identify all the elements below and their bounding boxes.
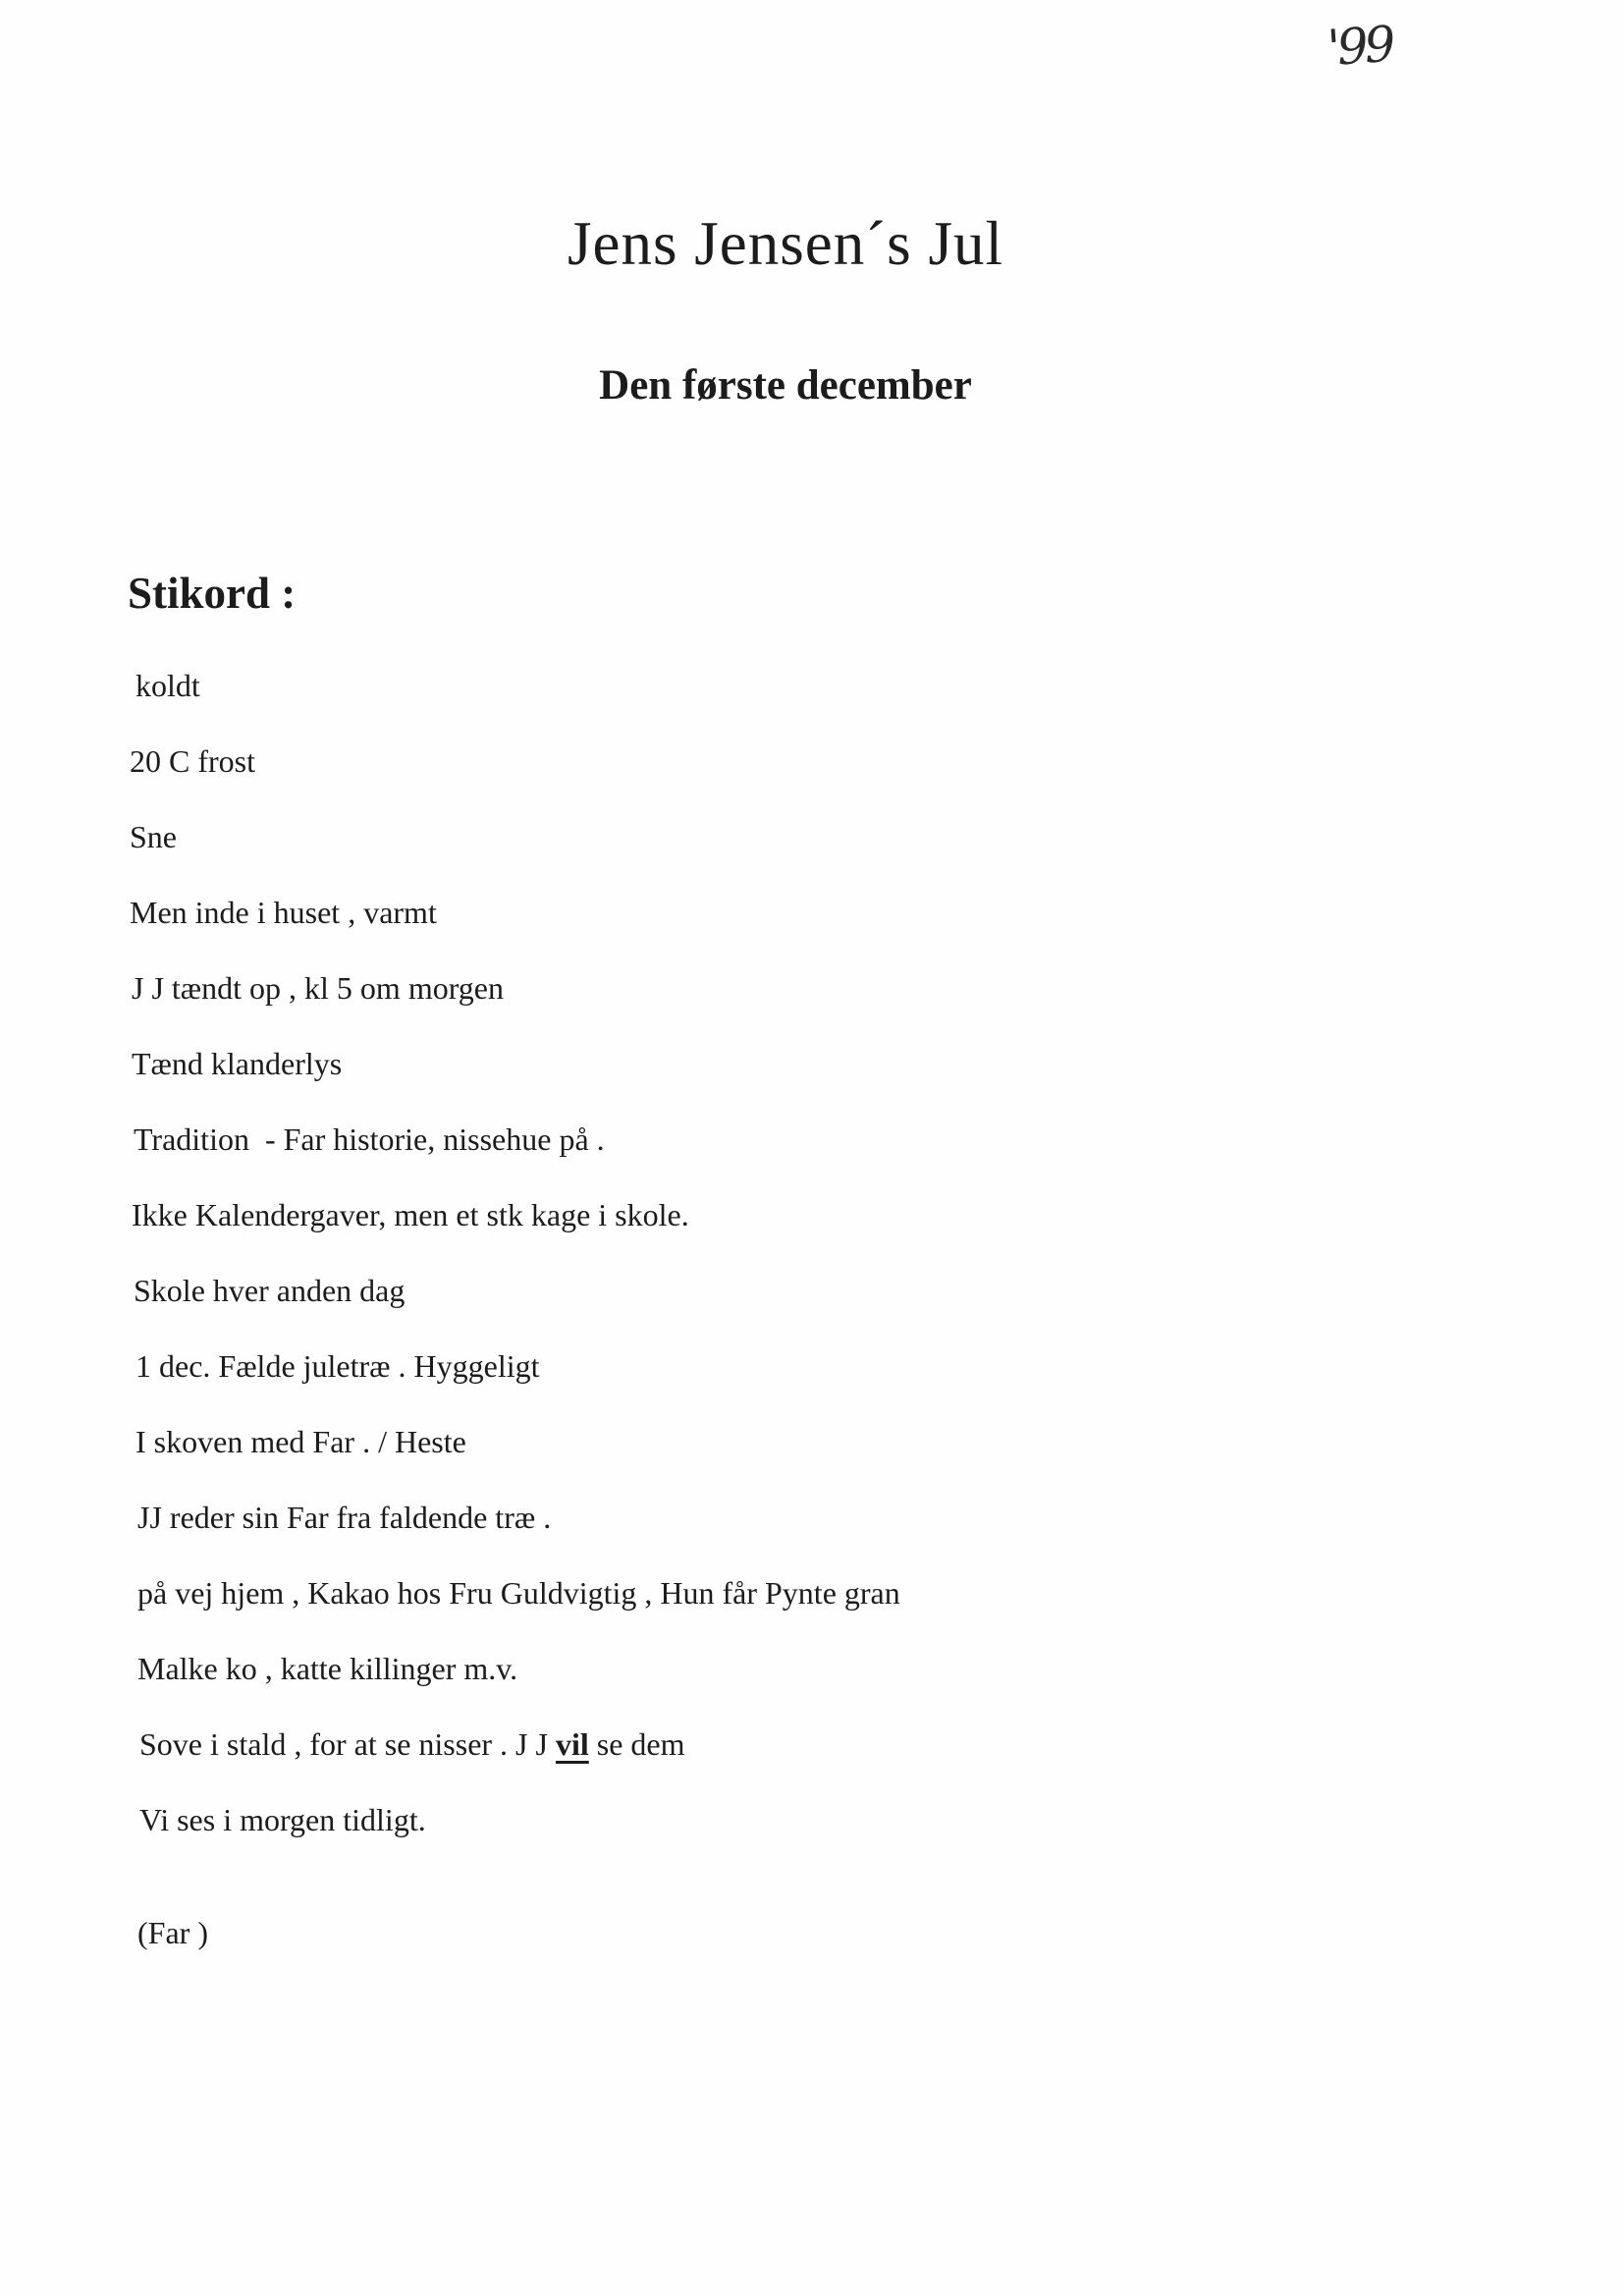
handwritten-year-note: '99 [1325,15,1394,78]
keyword-line [128,968,900,1044]
document-title: Jens Jensen´s Jul [568,209,1003,278]
keyword-line [128,666,900,741]
keyword-text: på vej hjem , Kakao hos Fru Guldvigtig , Hun får Pynte gran [137,1575,900,1611]
keyword-text: I skoven med Far . / Heste [135,1424,466,1459]
keyword-text: Tænd klanderlys [132,1046,343,1081]
keyword-text: Tradition - Far historie, nissehue på . [134,1121,605,1157]
keyword-text: Sove i stald , for at se nisser . J J [139,1726,556,1762]
keyword-line [128,1649,900,1724]
keyword-text: Sne [130,819,177,854]
keyword-line [128,893,900,968]
keyword-text: Vi ses i morgen tidligt. [139,1802,426,1837]
keyword-line [128,1724,900,1800]
keyword-line [128,1573,900,1649]
keyword-line [128,1346,900,1422]
keyword-text: 1 dec. Fælde juletræ . Hyggeligt [135,1348,540,1384]
keyword-line [128,1498,900,1573]
keyword-line [128,1422,900,1498]
keyword-line [128,1195,900,1271]
keyword-text: koldt [135,668,200,703]
keyword-text: Skole hver anden dag [134,1273,406,1308]
section-heading-stikord: Stikord : [128,569,297,618]
keyword-line [128,1271,900,1346]
keyword-line [128,1120,900,1195]
keyword-text: 20 C frost [130,743,255,779]
keyword-text: Malke ko , katte killinger m.v. [137,1651,518,1686]
keyword-line [128,817,900,893]
emphasized-word: vil [555,1726,589,1762]
keyword-text: JJ reder sin Far fra faldende træ . [137,1500,552,1535]
keyword-line [128,741,900,817]
keyword-line [128,1800,900,1876]
signoff: (Far ) [137,1915,208,1950]
keyword-text: J J tændt op , kl 5 om morgen [132,970,504,1006]
keyword-text-tail: se dem [588,1726,685,1762]
document-subtitle: Den første december [599,362,972,409]
keyword-text: Ikke Kalendergaver, men et stk kage i skole. [132,1197,689,1232]
keyword-text: Men inde i huset , varmt [130,895,437,930]
keyword-line [128,1044,900,1120]
keyword-list [128,666,900,1876]
